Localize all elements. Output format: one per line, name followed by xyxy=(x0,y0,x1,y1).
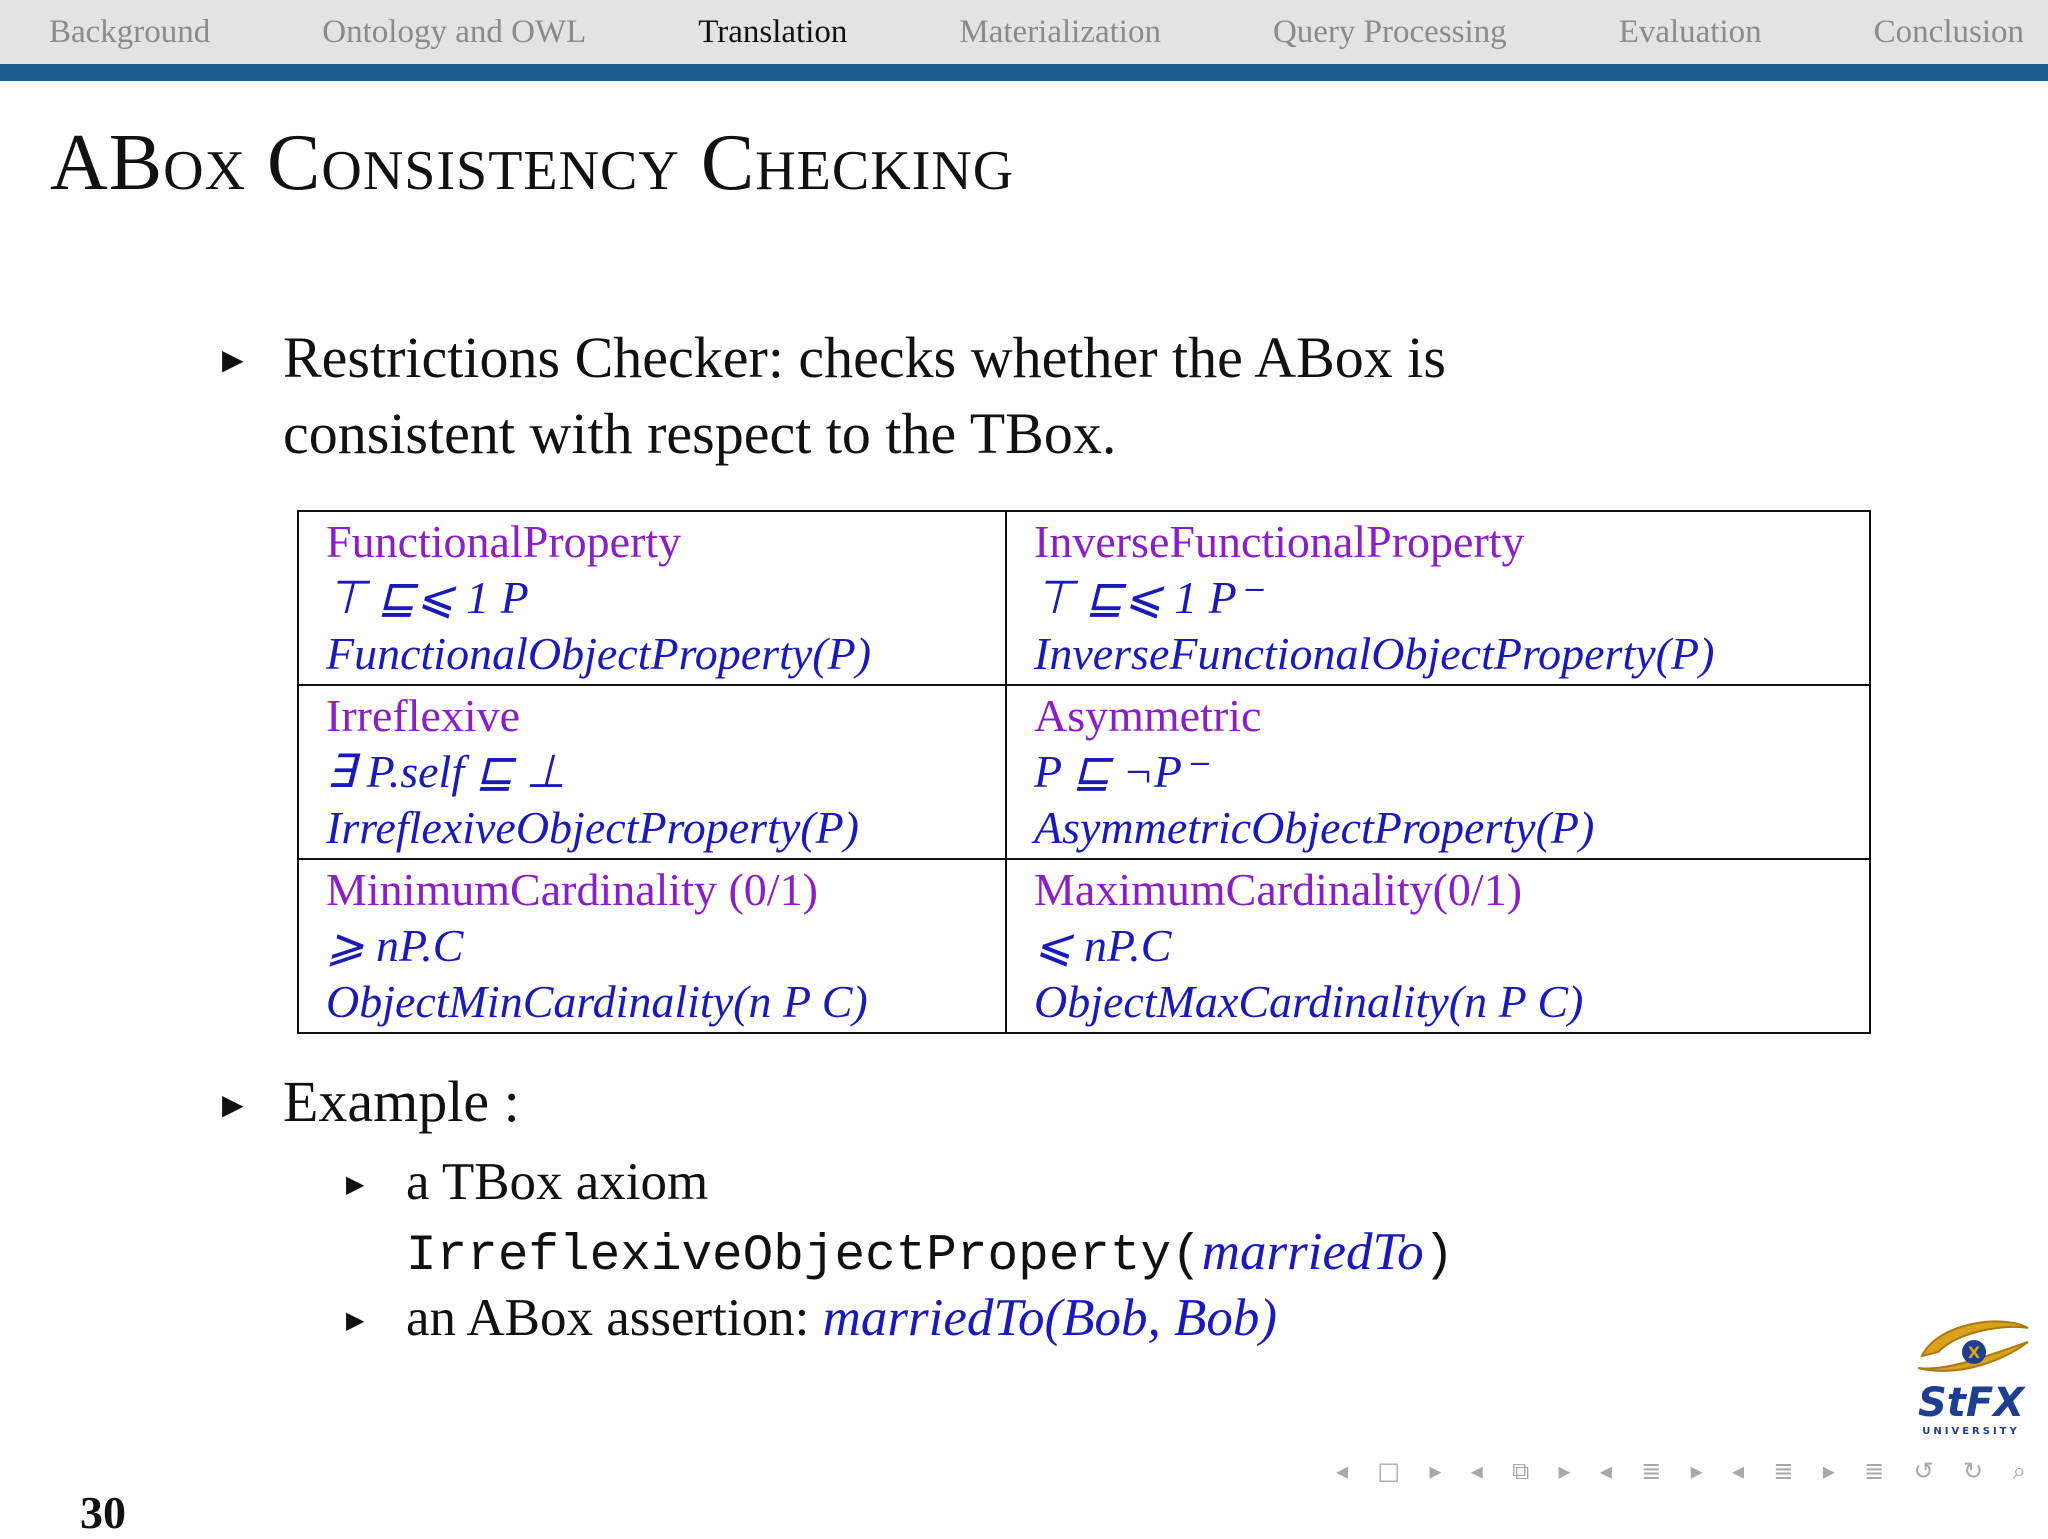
tbox-axiom-expression xyxy=(406,1218,1454,1291)
logo-wordmark: StFX xyxy=(1917,1380,2025,1426)
subsection-icon[interactable]: ⧉ xyxy=(1512,1457,1530,1485)
search-icon[interactable]: ⌕ xyxy=(2012,1457,2026,1485)
table-cell xyxy=(298,859,1006,1033)
restriction-axiom: ∃ P.self ⊑ ⊥ xyxy=(326,746,566,797)
restriction-owl-construct: AsymmetricObjectProperty(P) xyxy=(1034,802,1595,853)
page-number: 30 xyxy=(80,1487,126,1538)
restriction-name: Asymmetric xyxy=(1034,690,1262,741)
nav-prev-section-arrow-icon[interactable]: ◂ xyxy=(1599,1457,1612,1485)
restriction-axiom: ⊤ ⊑⩽ 1 P⁻ xyxy=(1034,572,1262,623)
nav-section-background[interactable]: Background xyxy=(49,13,211,50)
frame-icon[interactable]: □ xyxy=(1377,1457,1401,1485)
section-icon[interactable]: ≣ xyxy=(1641,1457,1662,1485)
bullet-example: Example : xyxy=(283,1069,520,1134)
nav-next-frame-arrow-icon[interactable]: ▸ xyxy=(1429,1457,1442,1485)
bullet-line: consistent with respect to the TBox. xyxy=(283,401,1117,466)
bullet-triangle-icon: ▶ xyxy=(222,343,244,376)
restriction-name: Irreflexive xyxy=(326,690,521,741)
table-cell xyxy=(1006,859,1870,1033)
table-cell xyxy=(298,685,1006,859)
nav-section-ontology-and-owl[interactable]: Ontology and OWL xyxy=(322,13,587,50)
table-row xyxy=(298,511,1870,685)
restriction-axiom: ⩾ nP.C xyxy=(326,920,464,971)
restrictions-table xyxy=(297,510,1871,1034)
abox-assertion-label: an ABox assertion: xyxy=(406,1289,810,1347)
restriction-name: FunctionalProperty xyxy=(326,516,682,567)
sub-bullet-tbox-axiom: a TBox axiom xyxy=(406,1153,709,1211)
document-icon[interactable]: ≣ xyxy=(1773,1457,1794,1485)
table-cell xyxy=(298,511,1006,685)
nav-next-subsection-arrow-icon[interactable]: ▸ xyxy=(1558,1457,1571,1485)
nav-section-translation[interactable]: Translation xyxy=(698,13,848,50)
restriction-name: InverseFunctionalProperty xyxy=(1034,516,1525,567)
restriction-owl-construct: ObjectMaxCardinality(n P C) xyxy=(1034,976,1584,1027)
tbox-axiom-code: IrreflexiveObjectProperty xyxy=(406,1228,1172,1285)
restriction-axiom: P ⊑ ¬P⁻ xyxy=(1034,746,1207,797)
sub-bullet-abox-assertion xyxy=(406,1284,1277,1352)
restriction-owl-construct: IrreflexiveObjectProperty(P) xyxy=(326,802,859,853)
stfx-university-logo xyxy=(1908,1312,2034,1438)
restriction-owl-construct: ObjectMinCardinality(n P C) xyxy=(326,976,868,1027)
undo-icon[interactable]: ↺ xyxy=(1913,1457,1934,1485)
nav-section-evaluation[interactable]: Evaluation xyxy=(1618,13,1762,50)
nav-prev-subsection-arrow-icon[interactable]: ◂ xyxy=(1470,1457,1483,1485)
tbox-axiom-paren-close: ) xyxy=(1423,1228,1455,1285)
logo-subtext: UNIVERSITY xyxy=(1922,1426,2020,1437)
table-row xyxy=(298,685,1870,859)
restriction-owl-construct: InverseFunctionalObjectProperty(P) xyxy=(1034,628,1715,679)
tbox-axiom-argument: marriedTo xyxy=(1201,1223,1424,1281)
bullet-triangle-icon: ▶ xyxy=(222,1088,244,1121)
appendix-icon[interactable]: ≣ xyxy=(1864,1457,1885,1485)
nav-section-conclusion[interactable]: Conclusion xyxy=(1873,13,2024,50)
nav-next-section-arrow-icon[interactable]: ▸ xyxy=(1690,1457,1703,1485)
nav-section-query-processing[interactable]: Query Processing xyxy=(1272,13,1507,50)
bullet-restrictions-checker xyxy=(283,320,1446,472)
nav-prev-document-arrow-icon[interactable]: ◂ xyxy=(1732,1457,1745,1485)
table-cell xyxy=(1006,685,1870,859)
bullet-line: Restrictions Checker: checks whether the ABox is xyxy=(283,325,1446,390)
nav-prev-frame-arrow-icon[interactable]: ◂ xyxy=(1336,1457,1349,1485)
section-navbar xyxy=(0,0,2048,64)
restriction-axiom: ⩽ nP.C xyxy=(1034,920,1172,971)
table-row xyxy=(298,859,1870,1033)
restriction-axiom: ⊤ ⊑⩽ 1 P xyxy=(326,572,529,623)
slide-title: ABox Consistency Checking xyxy=(50,119,1015,207)
sub-bullet-triangle-icon: ▶ xyxy=(346,1170,365,1198)
redo-icon[interactable]: ↻ xyxy=(1963,1457,1984,1485)
abox-assertion-expression: marriedTo(Bob, Bob) xyxy=(822,1289,1278,1347)
svg-text:X: X xyxy=(1967,1343,1981,1362)
tbox-axiom-paren-open: ( xyxy=(1171,1228,1202,1285)
table-cell xyxy=(1006,511,1870,685)
restriction-owl-construct: FunctionalObjectProperty(P) xyxy=(326,628,872,679)
restriction-name: MaximumCardinality(0/1) xyxy=(1034,864,1523,915)
navbar-divider xyxy=(0,64,2048,81)
nav-section-materialization[interactable]: Materialization xyxy=(959,13,1161,50)
restriction-name: MinimumCardinality (0/1) xyxy=(326,864,818,915)
sub-bullet-triangle-icon: ▶ xyxy=(346,1306,365,1334)
beamer-navigation-controls xyxy=(1336,1452,2026,1490)
nav-next-document-arrow-icon[interactable]: ▸ xyxy=(1822,1457,1835,1485)
